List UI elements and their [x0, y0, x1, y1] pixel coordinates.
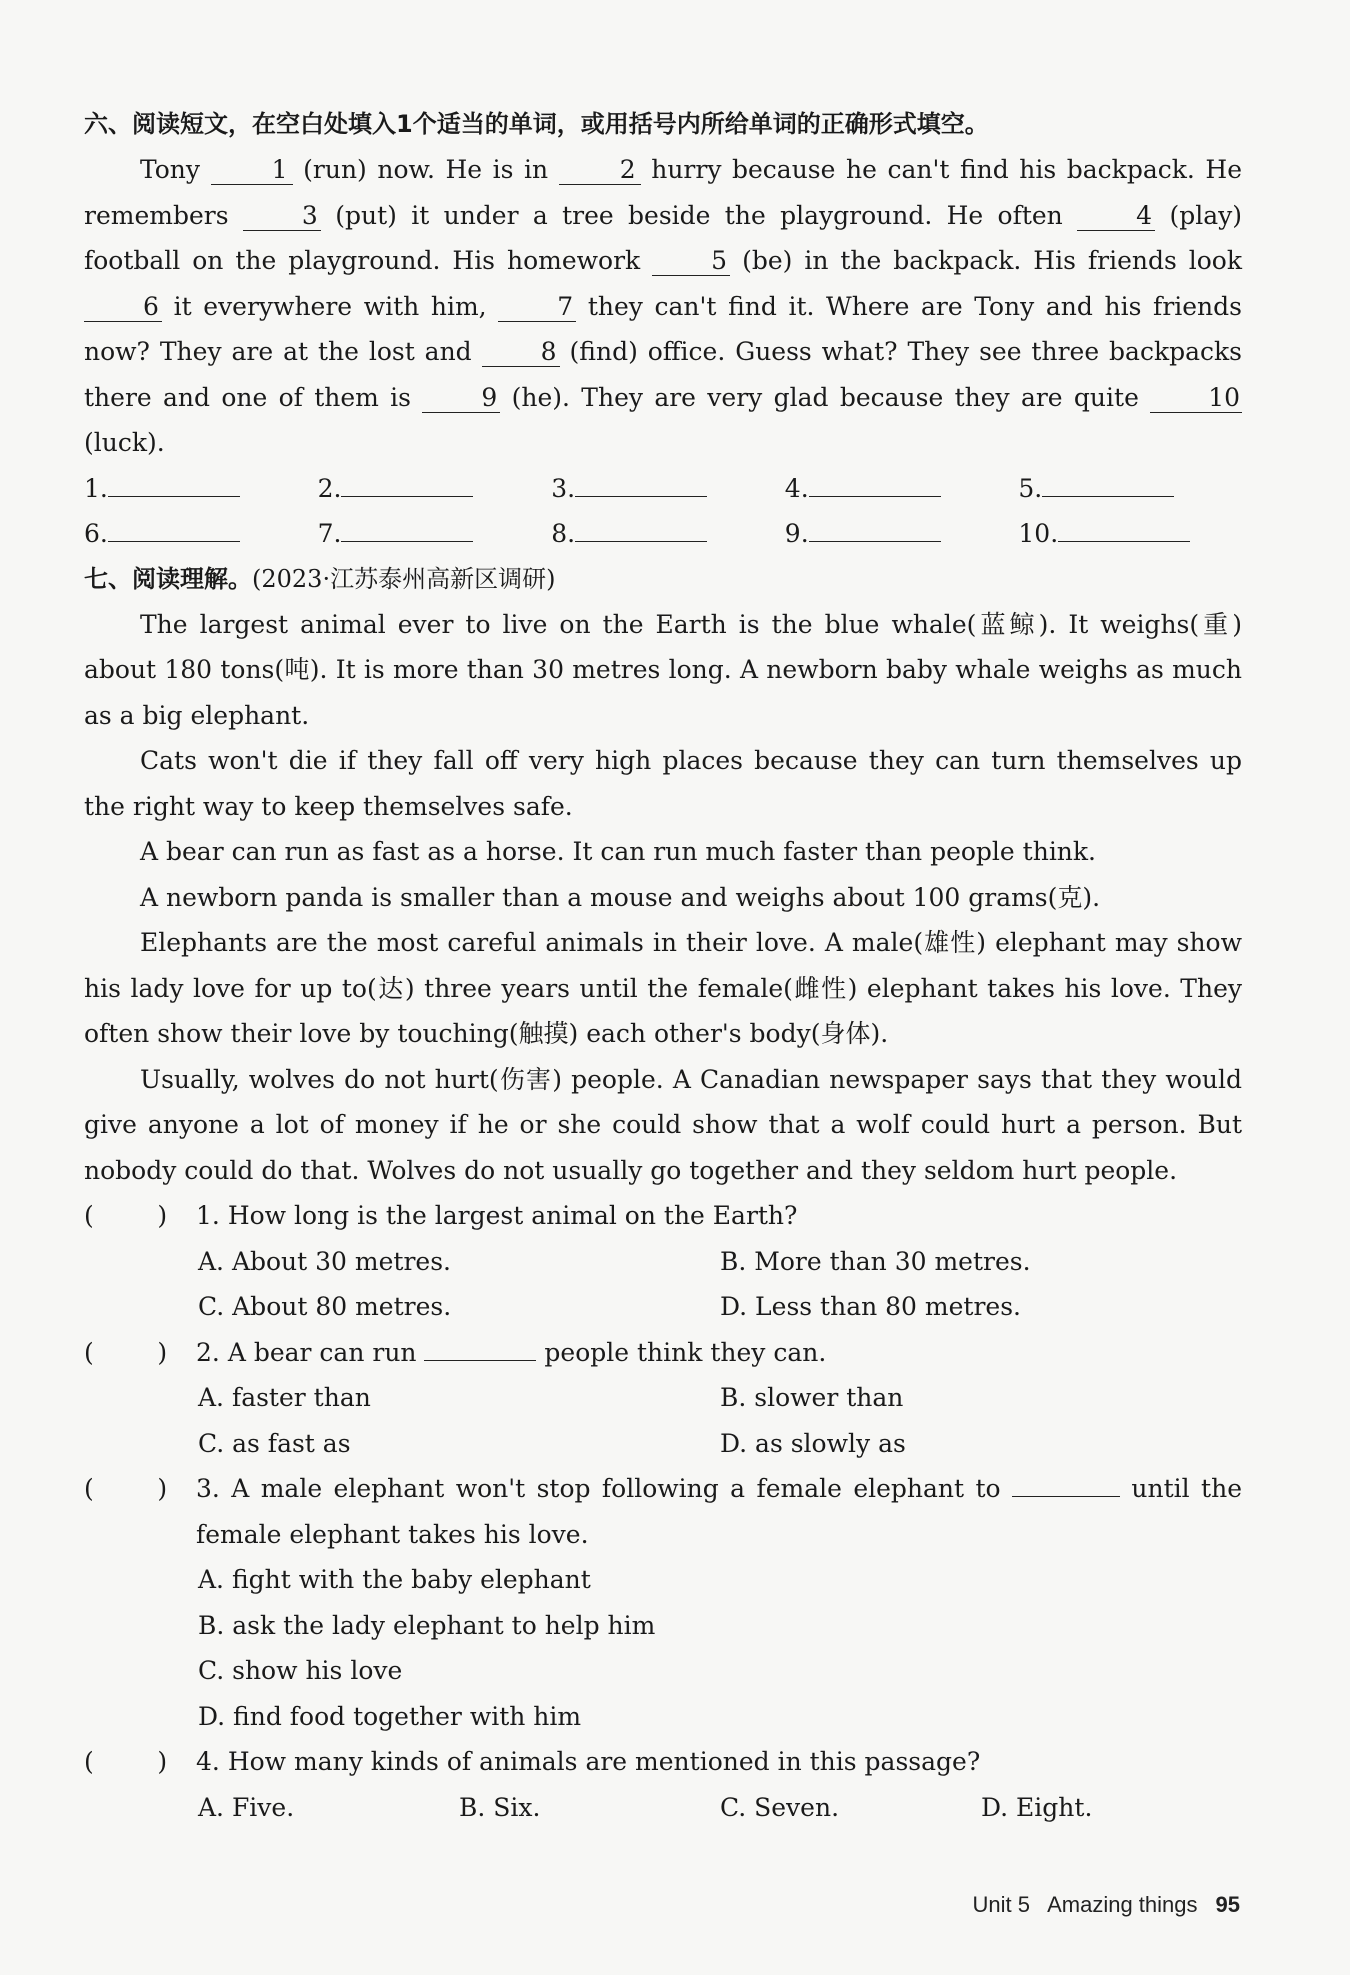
answer-paren[interactable]: ( ) [84, 1474, 168, 1503]
option[interactable]: B. More than 30 metres. [720, 1246, 1031, 1276]
passage-text: it everywhere with him, [162, 291, 499, 321]
option[interactable]: D. Eight. [981, 1792, 1093, 1822]
reading-paragraph: Elephants are the most careful animals in their love. A male(雄性) elephant may show his lady love for up to(达) three years until the female(雌性) elephant takes his love. They often show their love by touching(触摸) each other's body(身体). [84, 928, 1242, 1048]
options-q4 [84, 1785, 1242, 1831]
source-note: (2023·江苏泰州高新区调研) [252, 564, 556, 593]
reading-paragraph: A newborn panda is smaller than a mouse and weighs about 100 grams(克). [140, 882, 1101, 912]
option[interactable]: B. slower than [720, 1383, 904, 1412]
option[interactable]: A. Five. [198, 1792, 295, 1822]
options-q3 [84, 1557, 1242, 1739]
answer-item[interactable]: 10. [1018, 511, 1242, 557]
answer-line[interactable] [809, 517, 941, 542]
answer-item[interactable]: 8. [551, 511, 775, 557]
option[interactable]: D. as slowly as [720, 1428, 906, 1458]
answer-line[interactable] [108, 472, 240, 497]
passage-text: (luck). [84, 428, 165, 457]
passage-text: (run) now. He is in [292, 155, 559, 184]
answer-line[interactable] [575, 517, 707, 542]
option[interactable]: D. Less than 80 metres. [720, 1292, 1021, 1321]
passage-text: (be) in the backpack. His friends look [730, 246, 1242, 275]
answer-lines [84, 466, 1242, 557]
question-blank[interactable] [424, 1336, 536, 1361]
passage-text: Tony [140, 155, 211, 184]
blank-5[interactable]: 5 [652, 247, 730, 276]
section7-title: 七、阅读理解。(2023·江苏泰州高新区调研) [84, 564, 556, 593]
option[interactable]: C. About 80 metres. [198, 1292, 452, 1321]
option[interactable]: C. Seven. [720, 1792, 840, 1822]
answer-line[interactable] [575, 472, 707, 497]
reading-paragraph: Usually, wolves do not hurt(伤害) people. A Canadian newspaper says that they would give anyone a lot of money if he or she could show that a wolf could hurt a person. But nobody could do that. Wolves do not usually go together and they seldom hurt people. [84, 1064, 1242, 1185]
option[interactable]: A. About 30 metres. [198, 1246, 451, 1276]
answer-line[interactable] [341, 517, 473, 542]
reading-paragraph: The largest animal ever to live on the Earth is the blue whale(蓝鲸). It weighs(重) about 180 tons(吨). It is more than 30 metres long. A newborn baby whale weighs as much as a big elephant. [84, 609, 1242, 730]
question-2: ( ) 2. A bear can run people think they can. [84, 1330, 1242, 1376]
answer-item[interactable]: 2. [318, 466, 542, 512]
passage-text: hurry because he can't find his backpack. He remembers [84, 155, 1242, 230]
answer-paren[interactable]: ( ) [84, 1747, 168, 1776]
answer-item[interactable]: 9. [785, 511, 1009, 557]
answer-item[interactable]: 5. [1018, 466, 1242, 512]
option[interactable]: B. ask the lady elephant to help him [198, 1610, 656, 1640]
question-blank[interactable] [1012, 1472, 1120, 1497]
answer-item[interactable]: 4. [785, 466, 1009, 512]
passage-text: (find) office. Guess what? They see three backpacks there and one of them is [84, 337, 1242, 412]
option[interactable]: C. show his love [198, 1656, 403, 1685]
blank-2[interactable]: 2 [559, 156, 641, 185]
blank-9[interactable]: 9 [422, 384, 500, 413]
passage-text: (he). They are very glad because they are quite [500, 382, 1151, 412]
option[interactable]: A. fight with the baby elephant [198, 1565, 591, 1594]
blank-1[interactable]: 1 [211, 156, 293, 185]
answer-line[interactable] [341, 472, 473, 497]
answer-item[interactable]: 3. [551, 466, 775, 512]
question-3: ( ) 3. A male elephant won't stop following a female elephant to until the female elephant takes his love. [84, 1466, 1242, 1557]
reading-paragraph: A bear can run as fast as a horse. It can run much faster than people think. [140, 837, 1097, 866]
section6-title: 六、阅读短文，在空白处填入1个适当的单词，或用括号内所给单词的正确形式填空。 [84, 110, 989, 138]
answer-line[interactable] [809, 472, 941, 497]
blank-4[interactable]: 4 [1077, 202, 1155, 231]
options-q1 [84, 1239, 1242, 1330]
answer-item[interactable]: 7. [318, 511, 542, 557]
option[interactable]: B. Six. [459, 1792, 541, 1822]
unit-title: Unit 5 Amazing things [972, 1892, 1198, 1917]
options-q2 [84, 1375, 1242, 1466]
option[interactable]: A. faster than [198, 1383, 371, 1412]
page-footer [973, 1882, 1241, 1928]
page-number: 95 [1215, 1892, 1240, 1917]
question-4: ( ) 4. How many kinds of animals are mentioned in this passage? [84, 1739, 1242, 1785]
answer-paren[interactable]: ( ) [84, 1201, 168, 1230]
blank-6[interactable]: 6 [84, 293, 162, 322]
passage-text: they can't find it. Where are Tony and his friends now? They are at the lost and [84, 291, 1242, 366]
option[interactable]: C. as fast as [198, 1428, 351, 1458]
question-1: ( ) 1. How long is the largest animal on the Earth? [84, 1193, 1242, 1239]
answer-line[interactable] [108, 517, 240, 542]
answer-item[interactable]: 1. [84, 466, 308, 512]
passage-text: (play) football on the playground. His homework [84, 200, 1242, 275]
answer-line[interactable] [1058, 517, 1190, 542]
blank-3[interactable]: 3 [243, 202, 321, 231]
passage-text: (put) it under a tree beside the playground. He often [320, 200, 1078, 230]
answer-item[interactable]: 6. [84, 511, 308, 557]
blank-7[interactable]: 7 [498, 293, 576, 322]
reading-paragraph: Cats won't die if they fall off very high places because they can turn themselves up the right way to keep themselves safe. [84, 746, 1242, 821]
option[interactable]: D. find food together with him [198, 1701, 582, 1731]
blank-8[interactable]: 8 [482, 338, 560, 367]
answer-paren[interactable]: ( ) [84, 1337, 168, 1367]
cloze-passage [84, 147, 1242, 466]
blank-10[interactable]: 10 [1150, 384, 1242, 413]
answer-line[interactable] [1042, 472, 1174, 497]
